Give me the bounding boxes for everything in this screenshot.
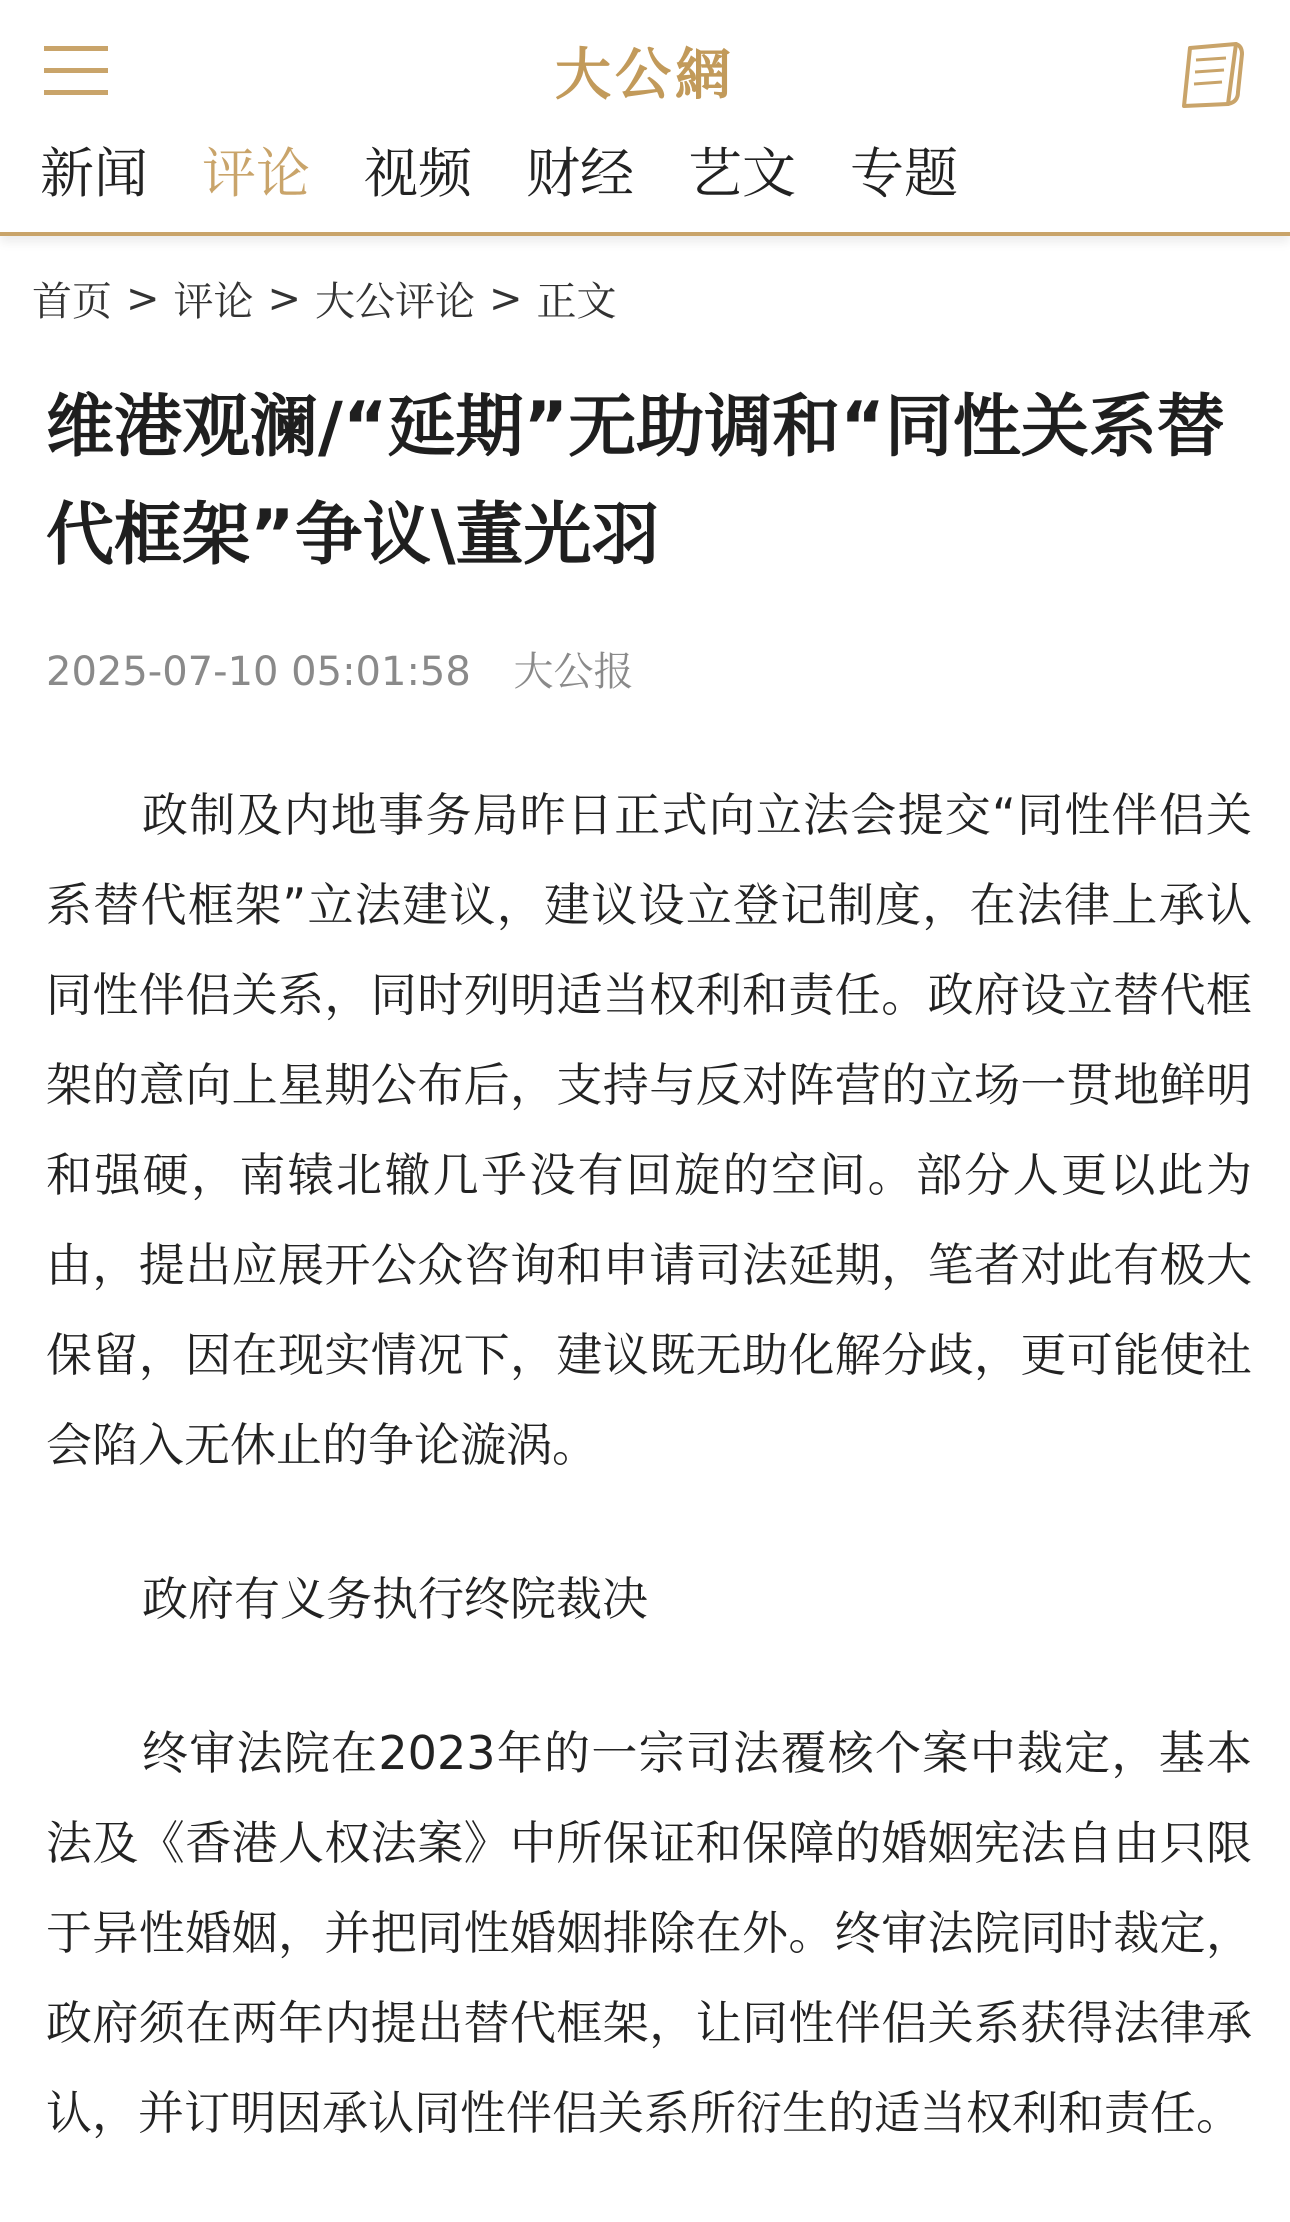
publish-datetime: 2025-07-10 05:01:58 (46, 649, 471, 695)
breadcrumb (32, 270, 617, 327)
tab-commentary[interactable]: 评论 (202, 142, 310, 205)
article-source: 大公报 (513, 649, 634, 695)
tab-special[interactable]: 专题 (850, 142, 958, 205)
breadcrumb-current: 正文 (536, 279, 617, 325)
category-nav (40, 136, 1012, 212)
article-paragraph: 终审法院在2023年的一宗司法覆核个案中裁定，基本法及《香港人权法案》中所保证和保障的婚姻宪法自由只限于异性婚姻，并把同性婚姻排除在外。终审法院同时裁定，政府须在两年内提出替代框架，让同性伴侣关系获得法律承认，并订明因承认同性伴侣关系所衍生的适当权利和责任。 (46, 1726, 1252, 2140)
breadcrumb-separator: > (126, 275, 160, 322)
breadcrumb-commentary[interactable]: 评论 (173, 279, 254, 325)
article-body (46, 770, 1252, 2222)
article-subheading: 政府有义务执行终院裁决 (142, 1572, 648, 1626)
app-header (0, 0, 1290, 236)
site-logo[interactable]: 大公網 (555, 42, 735, 108)
hamburger-menu-icon[interactable] (40, 40, 112, 102)
breadcrumb-separator: > (267, 275, 302, 322)
tab-video[interactable]: 视频 (364, 142, 472, 205)
tab-arts[interactable]: 艺文 (688, 142, 796, 205)
tab-news[interactable]: 新闻 (40, 142, 148, 205)
breadcrumb-separator: > (489, 275, 523, 322)
breadcrumb-takung-commentary[interactable]: 大公评论 (315, 279, 476, 325)
tab-finance[interactable]: 财经 (526, 142, 634, 205)
article-meta (46, 640, 634, 697)
article-title: 维港观澜/“延期”无助调和“同性关系替代框架”争议\董光羽 (46, 388, 1225, 575)
breadcrumb-home[interactable]: 首页 (32, 279, 112, 325)
article-paragraph: 政制及内地事务局昨日正式向立法会提交“同性伴侣关系替代框架”立法建议，建议设立登记制度，在法律上承认同性伴侣关系，同时列明适当权利和责任。政府设立替代框架的意向上星期公布后，支持与反对阵营的立场一贯地鲜明和强硬，南辕北辙几乎没有回旋的空间。部分人更以此为由，提出应展开公众咨询和申请司法延期，笔者对此有极大保留，因在现实情况下，建议既无助化解分歧，更可能使社会陷入无休止的争论漩涡。 (46, 788, 1252, 1472)
newspaper-icon[interactable] (1176, 38, 1246, 112)
